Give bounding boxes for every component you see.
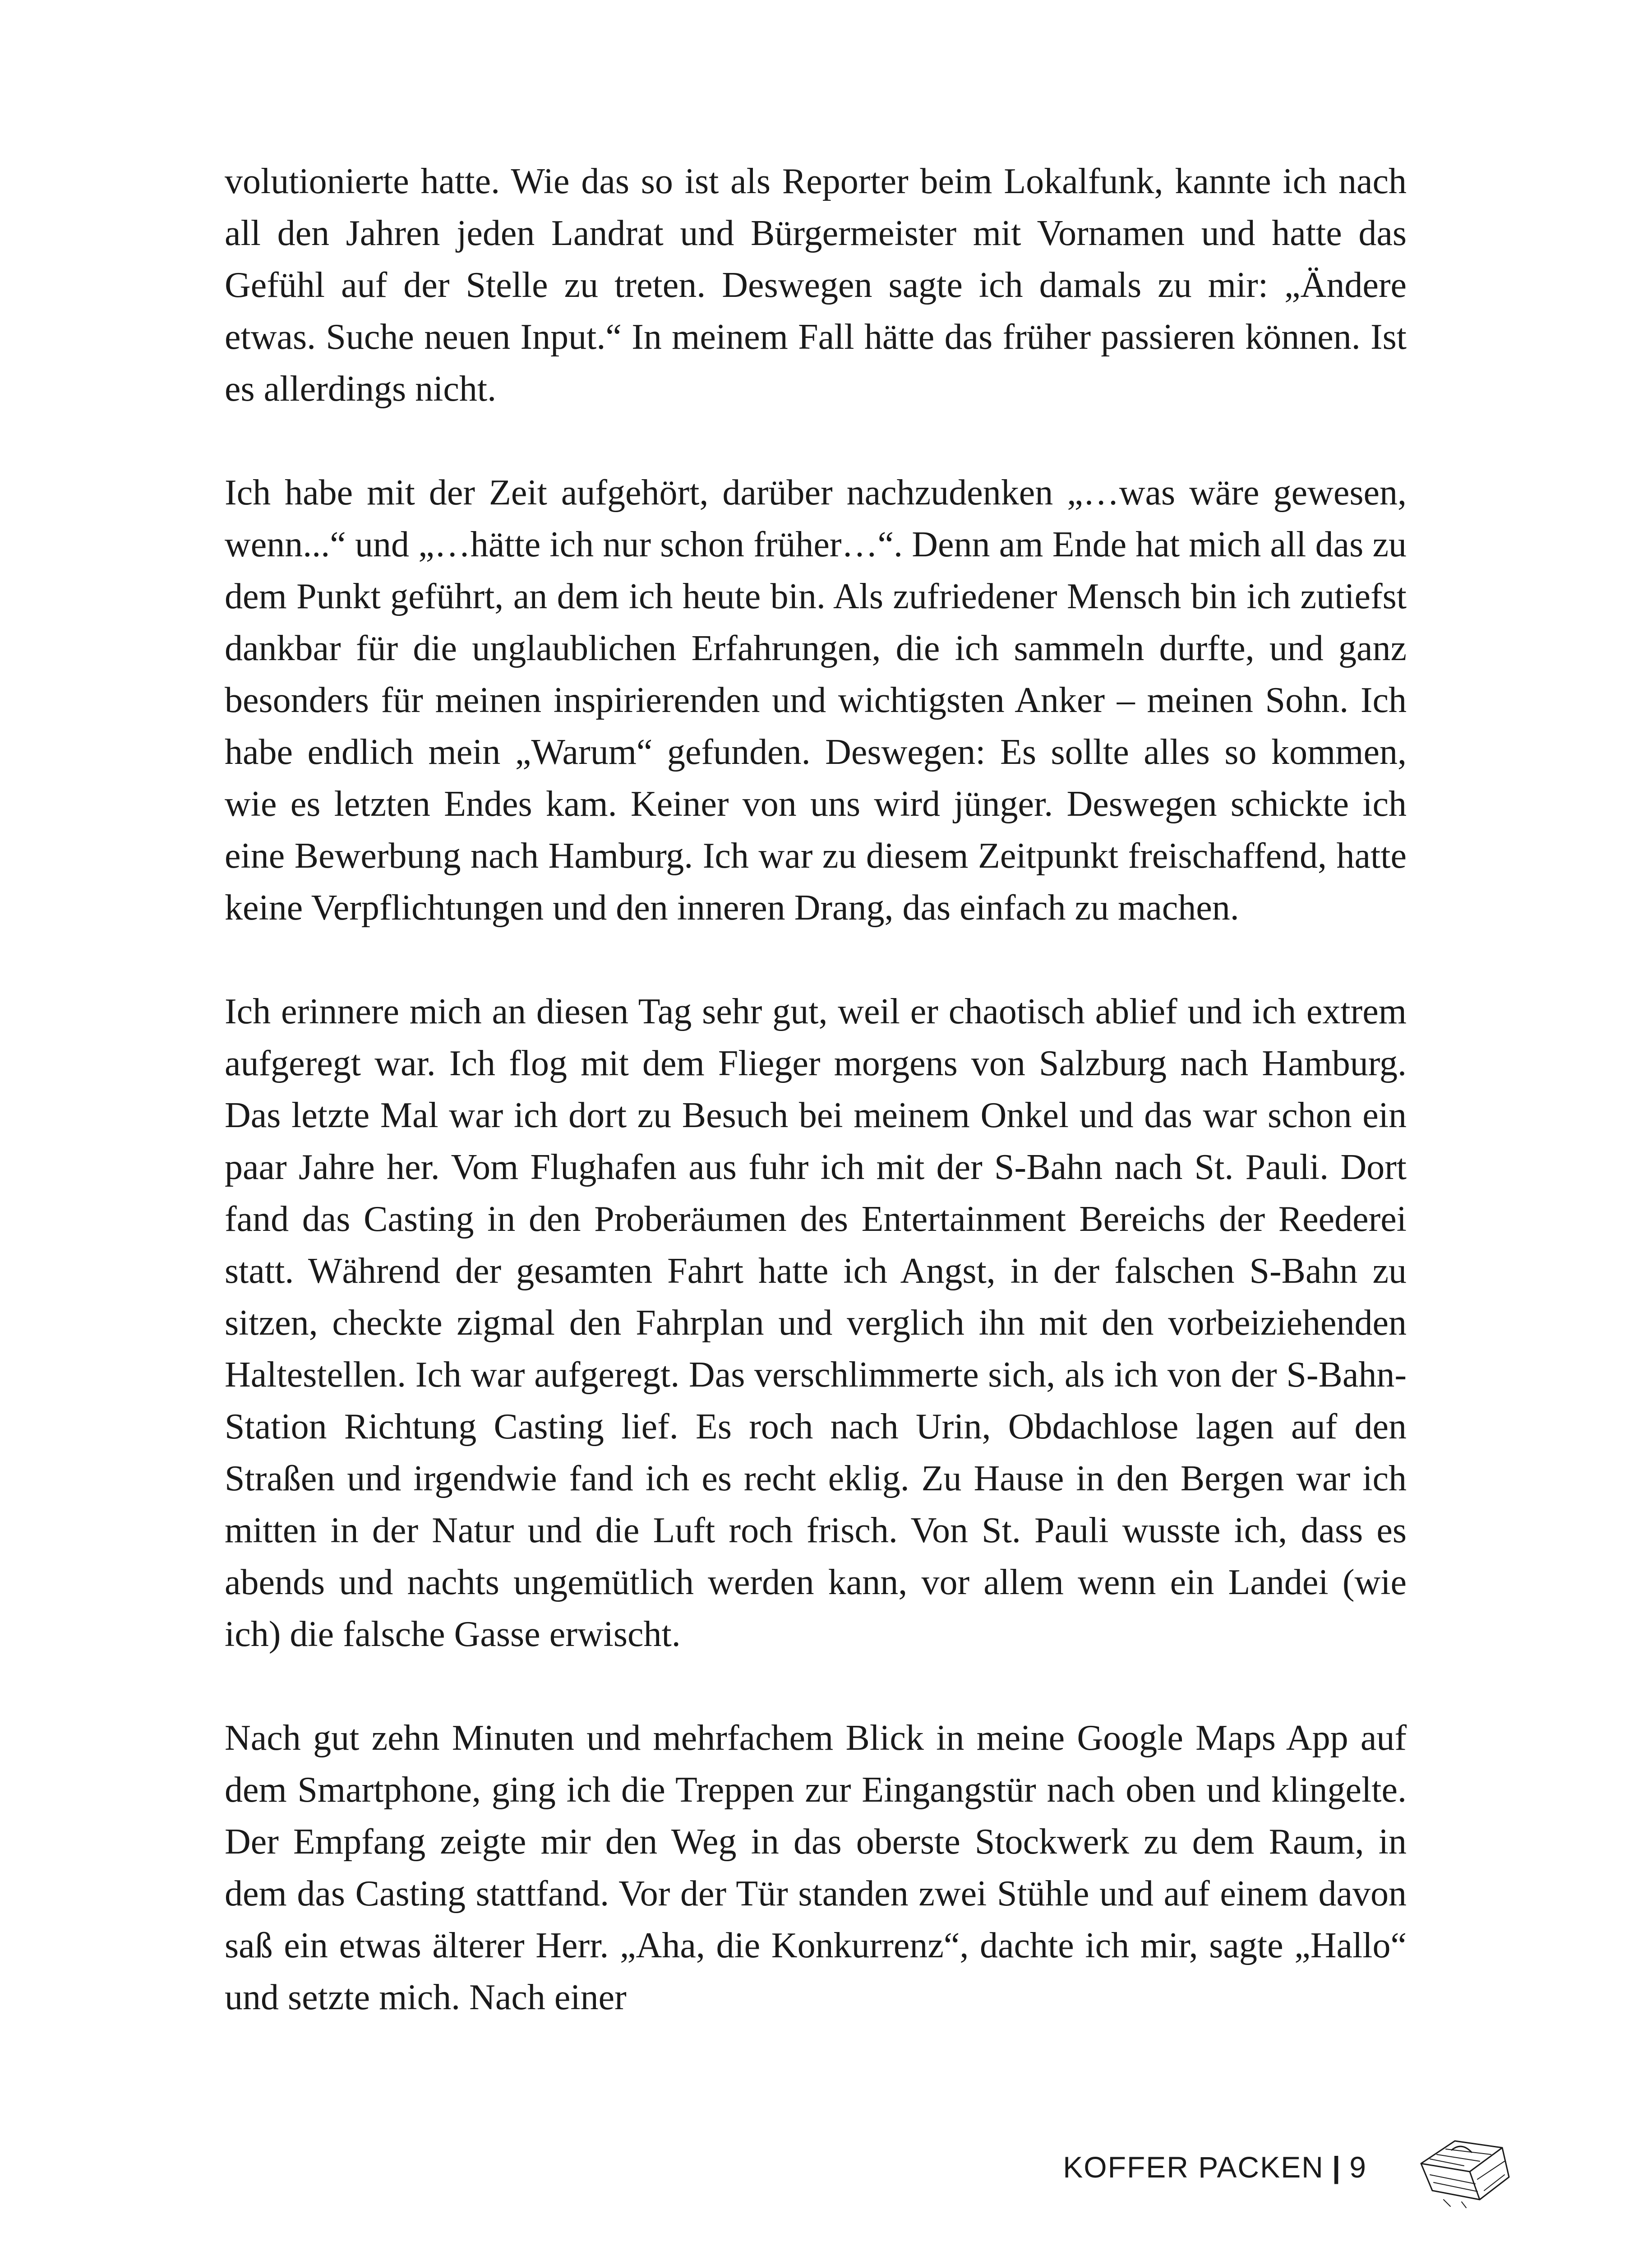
page-number: 9 [1349, 2150, 1367, 2184]
page-footer [1063, 2141, 1534, 2222]
paragraph-1: volutionierte hatte. Wie das so ist als Reporter beim Lokalfunk, kannte ich nach all den Jahren jeden Landrat und Bürgermeister mit Vornamen und hatte das Gefühl auf der Stelle zu treten. Deswegen sagte ich damals zu mir: „Ändere etwas. Suche neuen Input.“ In meinem Fall hätte das früher passieren können. Ist es allerdings nicht. [225, 162, 1407, 409]
body-text [225, 156, 1407, 2076]
paragraph-2: Ich habe mit der Zeit aufgehört, darüber nachzudenken „…was wäre gewesen, wenn...“ und „…hätte ich nur schon früher…“. Denn am Ende hat mich all das zu dem Punkt geführt, an dem ich heute bin. Als zufriedener Mensch bin ich zutiefst dankbar für die unglaublichen Erfahrungen, die ich sammeln durfte, und ganz besonders für meinen inspirierenden und wichtigsten Anker – meinen Sohn. Ich habe endlich mein „Warum“ gefunden. Deswegen: Es sollte alles so kommen, wie es letzten Endes kam. Keiner von uns wird jünger. Deswegen schickte ich eine Bewerbung nach Hamburg. Ich war zu diesem Zeitpunkt freischaffend, hatte keine Verpflichtungen und den inneren Drang, das einfach zu machen. [225, 473, 1407, 928]
paragraph-4: Nach gut zehn Minuten und mehrfachem Blick in meine Google Maps App auf dem Smartphone, ging ich die Treppen zur Eingangstür nach oben und klingelte. Der Empfang zeigte mir den Weg in das oberste Stockwerk zu dem Raum, in dem das Casting stattfand. Vor der Tür standen zwei Stühle und auf einem davon saß ein etwas älterer Herr. „Aha, die Konkurrenz“, dachte ich mir, sagte „Hallo“ und setzte mich. Nach einer [225, 1718, 1407, 2017]
footer-separator: | [1332, 2150, 1342, 2184]
paragraph-3: Ich erinnere mich an diesen Tag sehr gut, weil er chaotisch ablief und ich extrem aufgeregt war. Ich flog mit dem Flieger morgens von Salzburg nach Hamburg. Das letzte Mal war ich dort zu Besuch bei meinem Onkel und das war schon ein paar Jahre her. Vom Flughafen aus fuhr ich mit der S-Bahn nach St. Pauli. Dort fand das Casting in den Proberäumen des Entertainment Bereichs der Reederei statt. Während der gesamten Fahrt hatte ich Angst, in der falschen S-Bahn zu sitzen, checkte zigmal den Fahrplan und verglich ihn mit den vorbeiziehenden Haltestellen. Ich war aufgeregt. Das verschlimmerte sich, als ich von der S-Bahn-Station Richtung Casting lief. Es roch nach Urin, Obdachlose lagen auf den Straßen und irgendwie fand ich es recht eklig. Zu Hause in den Bergen war ich mitten in der Natur und die Luft roch frisch. Von St. Pauli wusste ich, dass es abends und nachts ungemütlich werden kann, vor allem wenn ein Landei (wie ich) die falsche Gasse erwischt. [225, 992, 1407, 1654]
suitcase-icon [1412, 2132, 1516, 2209]
chapter-title: KOFFER PACKEN [1063, 2150, 1324, 2184]
running-head [1063, 2150, 1367, 2184]
